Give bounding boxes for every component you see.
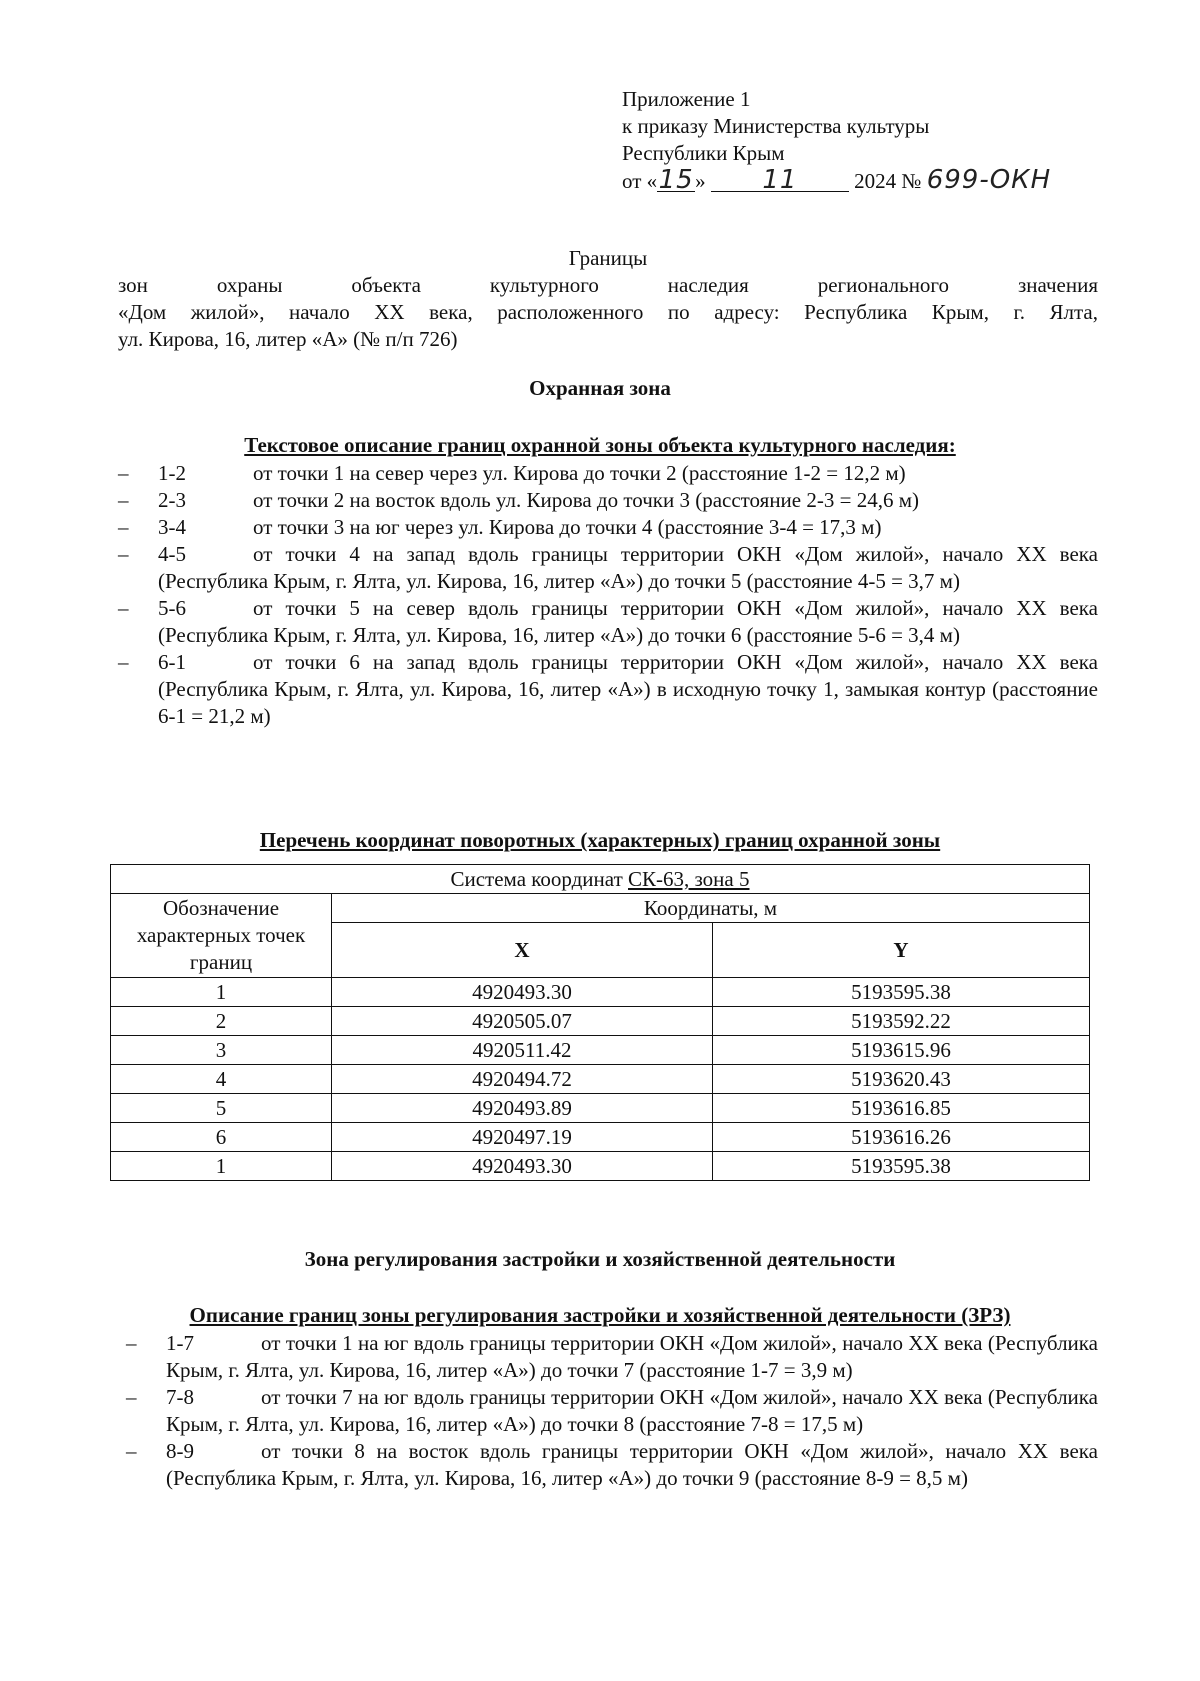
- protection-zone-list: [118, 460, 1098, 730]
- y-cell: 5193595.38: [713, 978, 1090, 1007]
- protection-zone-desc-heading-wrap: [100, 432, 1100, 459]
- x-cell: 4920505.07: [332, 1007, 713, 1036]
- ministry-region: Республики Крым: [622, 141, 785, 165]
- segment-description: от точки 2 на восток вдоль ул. Кирова до точки 3 (расстояние 2-3 = 24,6 м): [253, 488, 919, 512]
- table-header-row: [111, 865, 1090, 894]
- point-cell: 4: [111, 1065, 332, 1094]
- coords-heading-wrap: [100, 827, 1100, 854]
- x-cell: 4920497.19: [332, 1123, 713, 1152]
- year-number: 2024 №: [854, 169, 922, 193]
- x-cell: 4920493.30: [332, 978, 713, 1007]
- order-reference: к приказу Министерства культуры: [622, 114, 930, 138]
- table-row: [111, 978, 1090, 1007]
- list-item: – 4-5 от точки 4 на запад вдоль границы территории ОКН «Дом жилой», начало XX века (Республика Крым, г. Ялта, ул. Кирова, 16, литер «А») до точки 5 (расстояние 4-5 = 3,7 м): [118, 542, 1098, 593]
- regulation-zone-desc-heading: Описание границ зоны регулирования застройки и хозяйственной деятельности (ЗРЗ): [189, 1303, 1011, 1327]
- table-row: [111, 1036, 1090, 1065]
- table-row: [111, 1007, 1090, 1036]
- regulation-zone-list: [126, 1330, 1098, 1492]
- table-header-row: [111, 894, 1090, 923]
- segment-description: от точки 5 на север вдоль границы территории ОКН «Дом жилой», начало XX века (Республика Крым, г. Ялта, ул. Кирова, 16, литер «А») до точки 6 (расстояние 5-6 = 3,4 м): [158, 596, 1098, 647]
- segment-description: от точки 8 на восток вдоль границы территории ОКН «Дом жилой», начало XX века (Республика Крым, г. Ялта, ул. Кирова, 16, литер «А») до точки 9 (расстояние 8-9 = 8,5 м): [166, 1439, 1098, 1490]
- segment-label: 5-6: [158, 596, 186, 620]
- point-cell: 3: [111, 1036, 332, 1065]
- y-cell: 5193616.85: [713, 1094, 1090, 1123]
- order-date-line: [622, 167, 1102, 194]
- segment-description: от точки 6 на запад вдоль границы территории ОКН «Дом жилой», начало XX века (Республика Крым, г. Ялта, ул. Кирова, 16, литер «А») в исходную точку 1, замыкая контур (расстояние 6-1 = 21,2 м): [158, 650, 1098, 728]
- table-row: [111, 1152, 1090, 1181]
- list-item: – 1-7 от точки 1 на юг вдоль границы территории ОКН «Дом жилой», начало XX века (Республика Крым, г. Ялта, ул. Кирова, 16, литер «А») до точки 7 (расстояние 1-7 = 3,9 м): [126, 1331, 1098, 1382]
- y-cell: 5193615.96: [713, 1036, 1090, 1065]
- y-column-header: Y: [713, 923, 1090, 978]
- table-row: [111, 1065, 1090, 1094]
- coordinate-system-name: СК-63, зона 5: [628, 867, 750, 891]
- list-item: – 2-3 от точки 2 на восток вдоль ул. Кирова до точки 3 (расстояние 2-3 = 24,6 м): [118, 488, 919, 512]
- x-cell: 4920493.30: [332, 1152, 713, 1181]
- point-column-header: Обозначение характерных точек границ: [111, 894, 332, 978]
- table-row: [111, 1123, 1090, 1152]
- protection-zone-heading: Охранная зона: [529, 376, 671, 400]
- list-item: – 6-1 от точки 6 на запад вдоль границы территории ОКН «Дом жилой», начало XX века (Республика Крым, г. Ялта, ул. Кирова, 16, литер «А») в исходную точку 1, замыкая контур (расстояние 6-1 = 21,2 м): [118, 650, 1098, 728]
- segment-label: 8-9: [166, 1439, 194, 1463]
- y-cell: 5193620.43: [713, 1065, 1090, 1094]
- title-word: Границы: [568, 246, 648, 270]
- protection-zone-desc-heading: Текстовое описание границ охранной зоны объекта культурного наследия:: [244, 433, 956, 457]
- segment-description: от точки 1 на север через ул. Кирова до точки 2 (расстояние 1-2 = 12,2 м): [253, 461, 906, 485]
- segment-description: от точки 4 на запад вдоль границы территории ОКН «Дом жилой», начало XX века (Республика Крым, г. Ялта, ул. Кирова, 16, литер «А») до точки 5 (расстояние 4-5 = 3,7 м): [158, 542, 1098, 593]
- list-item: – 3-4 от точки 3 на юг через ул. Кирова до точки 4 (расстояние 3-4 = 17,3 м): [118, 515, 882, 539]
- title-line-2: «Дом жилой», начало XX века, расположенного по адресу: Республика Крым, г. Ялта,: [118, 300, 1098, 324]
- segment-description: от точки 1 на юг вдоль границы территории ОКН «Дом жилой», начало XX века (Республика Крым, г. Ялта, ул. Кирова, 16, литер «А») до точки 7 (расстояние 1-7 = 3,9 м): [166, 1331, 1098, 1382]
- x-cell: 4920493.89: [332, 1094, 713, 1123]
- coords-column-header: Координаты, м: [332, 894, 1090, 923]
- point-cell: 1: [111, 978, 332, 1007]
- order-number-handwritten: 699-ОКН: [926, 165, 1052, 195]
- point-cell: 1: [111, 1152, 332, 1181]
- segment-description: от точки 7 на юг вдоль границы территории ОКН «Дом жилой», начало XX века (Республика Крым, г. Ялта, ул. Кирова, 16, литер «А») до точки 8 (расстояние 7-8 = 17,5 м): [166, 1385, 1098, 1436]
- day-field: [657, 165, 695, 195]
- segment-label: 4-5: [158, 542, 186, 566]
- point-cell: 5: [111, 1094, 332, 1123]
- list-item: – 8-9 от точки 8 на восток вдоль границы территории ОКН «Дом жилой», начало XX века (Республика Крым, г. Ялта, ул. Кирова, 16, литер «А») до точки 9 (расстояние 8-9 = 8,5 м): [126, 1439, 1098, 1490]
- month-field: [711, 165, 849, 195]
- regulation-zone-heading: Зона регулирования застройки и хозяйственной деятельности: [304, 1247, 896, 1271]
- coordinate-system-prefix: Система координат: [450, 867, 628, 891]
- point-cell: 2: [111, 1007, 332, 1036]
- coords-heading: Перечень координат поворотных (характерных) границ охранной зоны: [259, 828, 941, 852]
- title-line-3: ул. Кирова, 16, литер «А» (№ п/п 726): [118, 327, 458, 351]
- list-item: – 7-8 от точки 7 на юг вдоль границы территории ОКН «Дом жилой», начало XX века (Республика Крым, г. Ялта, ул. Кирова, 16, литер «А») до точки 8 (расстояние 7-8 = 17,5 м): [126, 1385, 1098, 1436]
- x-cell: 4920511.42: [332, 1036, 713, 1065]
- month-handwritten: 11: [762, 165, 798, 195]
- point-cell: 6: [111, 1123, 332, 1152]
- coordinate-system-cell: [111, 865, 1090, 894]
- table-row: [111, 1094, 1090, 1123]
- y-cell: 5193616.26: [713, 1123, 1090, 1152]
- x-column-header: X: [332, 923, 713, 978]
- segment-label: 3-4: [158, 515, 186, 539]
- y-cell: 5193592.22: [713, 1007, 1090, 1036]
- date-prefix: от «: [622, 169, 658, 193]
- day-handwritten: 15: [658, 165, 694, 195]
- appendix-label: Приложение 1: [622, 87, 751, 111]
- y-cell: 5193595.38: [713, 1152, 1090, 1181]
- segment-label: 6-1: [158, 650, 186, 674]
- segment-label: 7-8: [166, 1385, 194, 1409]
- x-cell: 4920494.72: [332, 1065, 713, 1094]
- coordinates-table: [110, 864, 1090, 1181]
- date-mid: »: [695, 169, 706, 193]
- appendix-header: [622, 86, 1102, 194]
- regulation-zone-desc-heading-wrap: [100, 1302, 1100, 1329]
- segment-description: от точки 3 на юг через ул. Кирова до точки 4 (расстояние 3-4 = 17,3 м): [253, 515, 882, 539]
- list-item: – 5-6 от точки 5 на север вдоль границы территории ОКН «Дом жилой», начало XX века (Республика Крым, г. Ялта, ул. Кирова, 16, литер «А») до точки 6 (расстояние 5-6 = 3,4 м): [118, 596, 1098, 647]
- document-title: [118, 245, 1098, 353]
- title-line-1: зон охраны объекта культурного наследия регионального значения: [118, 273, 1098, 297]
- list-item: – 1-2 от точки 1 на север через ул. Кирова до точки 2 (расстояние 1-2 = 12,2 м): [118, 461, 906, 485]
- segment-label: 1-2: [158, 461, 186, 485]
- segment-label: 1-7: [166, 1331, 194, 1355]
- segment-label: 2-3: [158, 488, 186, 512]
